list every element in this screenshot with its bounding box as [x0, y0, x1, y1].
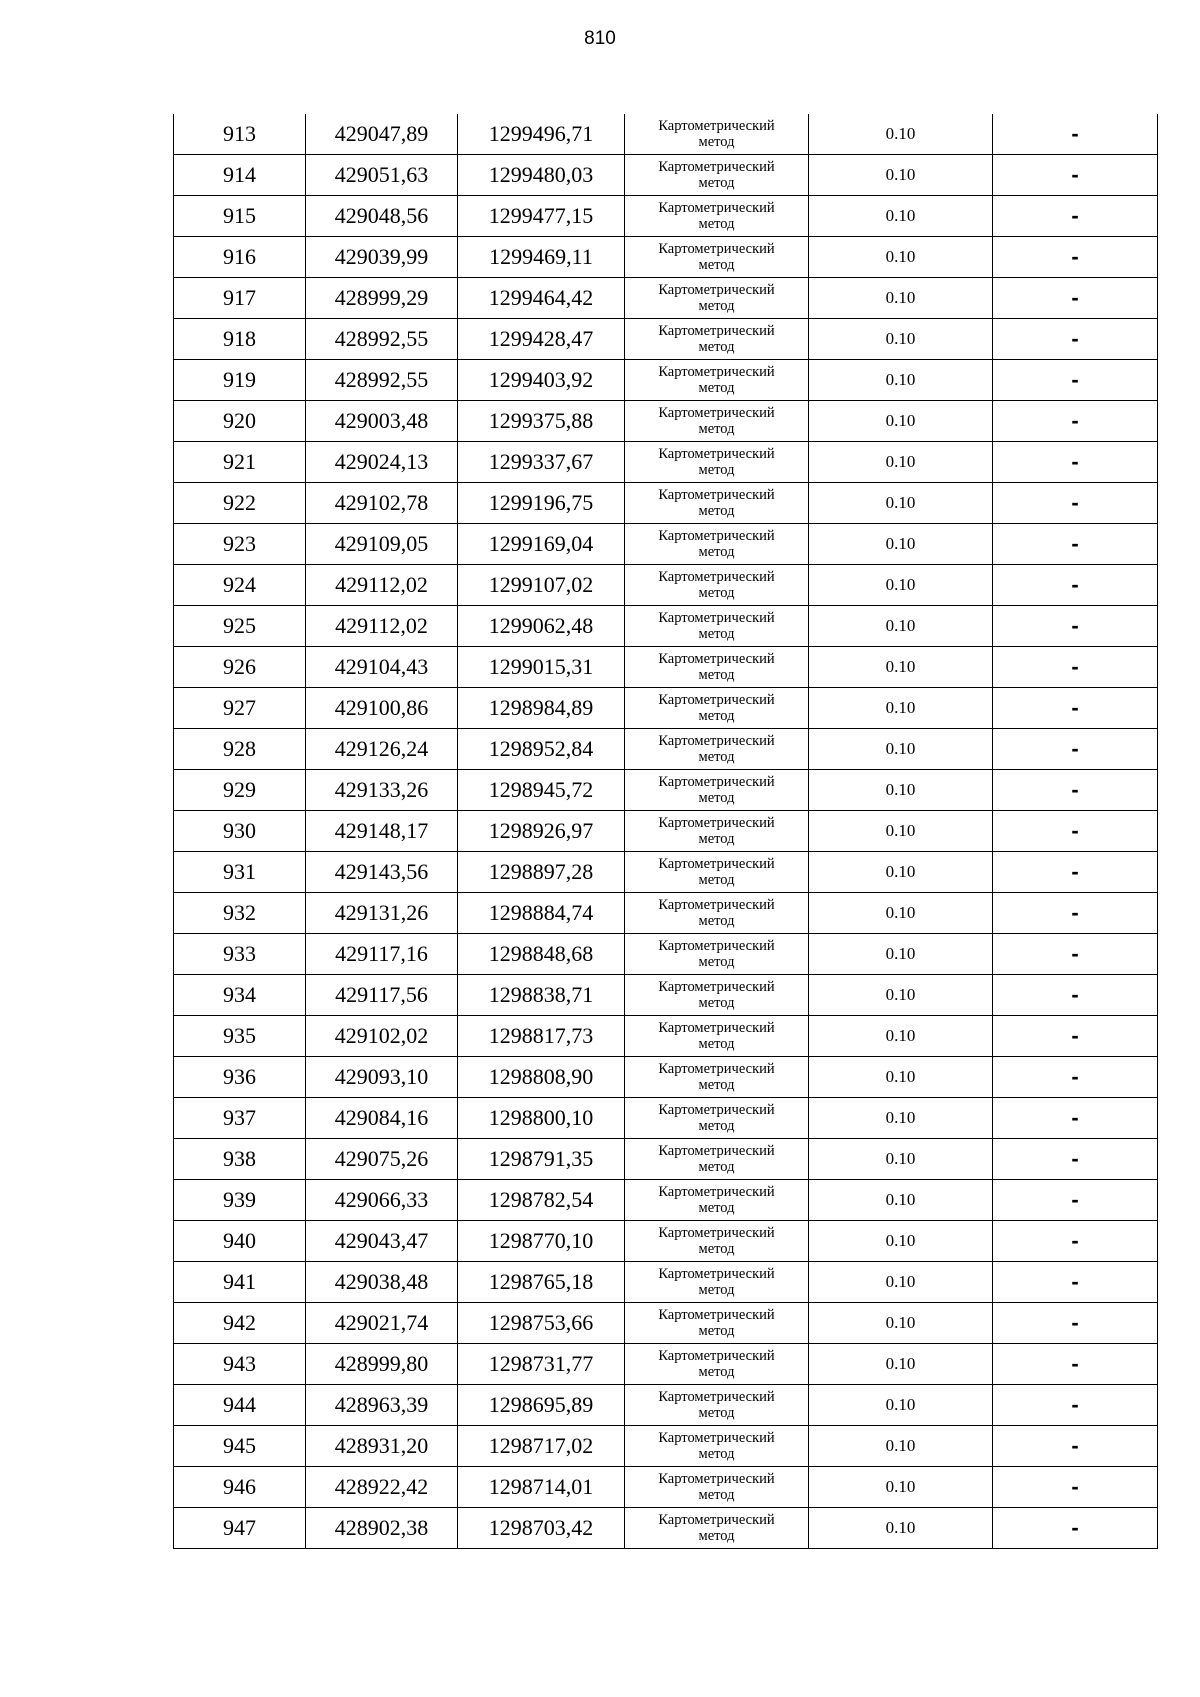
method-cell	[625, 1385, 809, 1426]
x-coordinate-cell: 429084,16	[306, 1098, 458, 1139]
point-number-cell: 925	[174, 606, 306, 647]
method-text: Картометрический метод	[658, 569, 775, 601]
accuracy-cell: 0.10	[809, 770, 993, 811]
table-row	[174, 483, 1158, 524]
method-text: Картометрический метод	[658, 1471, 775, 1503]
accuracy-cell: 0.10	[809, 237, 993, 278]
x-coordinate-cell: 429112,02	[306, 565, 458, 606]
extra-cell: -	[993, 729, 1158, 770]
method-cell	[625, 729, 809, 770]
method-text: Картометрический метод	[658, 1020, 775, 1052]
extra-cell: -	[993, 1180, 1158, 1221]
table-row	[174, 1344, 1158, 1385]
table-row	[174, 934, 1158, 975]
accuracy-cell: 0.10	[809, 1303, 993, 1344]
table-row	[174, 565, 1158, 606]
table-row	[174, 1057, 1158, 1098]
point-number-cell: 930	[174, 811, 306, 852]
method-text: Картометрический метод	[658, 200, 775, 232]
extra-cell: -	[993, 1262, 1158, 1303]
y-coordinate-cell: 1299375,88	[458, 401, 625, 442]
method-cell	[625, 1262, 809, 1303]
extra-cell: -	[993, 1467, 1158, 1508]
extra-cell: -	[993, 1057, 1158, 1098]
y-coordinate-cell: 1299107,02	[458, 565, 625, 606]
extra-cell: -	[993, 483, 1158, 524]
point-number-cell: 915	[174, 196, 306, 237]
method-cell	[625, 1303, 809, 1344]
y-coordinate-cell: 1298808,90	[458, 1057, 625, 1098]
x-coordinate-cell: 429133,26	[306, 770, 458, 811]
x-coordinate-cell: 428931,20	[306, 1426, 458, 1467]
y-coordinate-cell: 1299464,42	[458, 278, 625, 319]
extra-cell: -	[993, 1139, 1158, 1180]
method-text: Картометрический метод	[658, 1143, 775, 1175]
method-text: Картометрический метод	[658, 1102, 775, 1134]
extra-cell: -	[993, 1426, 1158, 1467]
accuracy-cell: 0.10	[809, 401, 993, 442]
y-coordinate-cell: 1299477,15	[458, 196, 625, 237]
extra-cell: -	[993, 852, 1158, 893]
point-number-cell: 942	[174, 1303, 306, 1344]
point-number-cell: 946	[174, 1467, 306, 1508]
accuracy-cell: 0.10	[809, 155, 993, 196]
method-cell	[625, 1221, 809, 1262]
accuracy-cell: 0.10	[809, 1262, 993, 1303]
accuracy-cell: 0.10	[809, 975, 993, 1016]
method-cell	[625, 1344, 809, 1385]
x-coordinate-cell: 429117,56	[306, 975, 458, 1016]
table-row	[174, 524, 1158, 565]
table-row	[174, 1180, 1158, 1221]
table-row	[174, 1139, 1158, 1180]
method-text: Картометрический метод	[658, 1348, 775, 1380]
point-number-cell: 927	[174, 688, 306, 729]
x-coordinate-cell: 428999,80	[306, 1344, 458, 1385]
extra-cell: -	[993, 893, 1158, 934]
method-text: Картометрический метод	[658, 979, 775, 1011]
point-number-cell: 926	[174, 647, 306, 688]
method-cell	[625, 688, 809, 729]
extra-cell: -	[993, 1385, 1158, 1426]
method-text: Картометрический метод	[658, 774, 775, 806]
accuracy-cell: 0.10	[809, 647, 993, 688]
x-coordinate-cell: 429066,33	[306, 1180, 458, 1221]
x-coordinate-cell: 429051,63	[306, 155, 458, 196]
x-coordinate-cell: 429102,02	[306, 1016, 458, 1057]
method-text: Картометрический метод	[658, 159, 775, 191]
y-coordinate-cell: 1298714,01	[458, 1467, 625, 1508]
y-coordinate-cell: 1298984,89	[458, 688, 625, 729]
point-number-cell: 923	[174, 524, 306, 565]
y-coordinate-cell: 1298695,89	[458, 1385, 625, 1426]
x-coordinate-cell: 429109,05	[306, 524, 458, 565]
accuracy-cell: 0.10	[809, 1016, 993, 1057]
method-cell	[625, 401, 809, 442]
table-row	[174, 155, 1158, 196]
point-number-cell: 924	[174, 565, 306, 606]
accuracy-cell: 0.10	[809, 483, 993, 524]
method-cell	[625, 1098, 809, 1139]
x-coordinate-cell: 429093,10	[306, 1057, 458, 1098]
table-row	[174, 1508, 1158, 1549]
point-number-cell: 913	[174, 114, 306, 155]
table-body	[174, 114, 1158, 1549]
x-coordinate-cell: 429003,48	[306, 401, 458, 442]
table-row	[174, 1385, 1158, 1426]
method-cell	[625, 565, 809, 606]
method-cell	[625, 442, 809, 483]
accuracy-cell: 0.10	[809, 688, 993, 729]
extra-cell: -	[993, 1508, 1158, 1549]
method-cell	[625, 893, 809, 934]
method-text: Картометрический метод	[658, 815, 775, 847]
accuracy-cell: 0.10	[809, 1385, 993, 1426]
method-text: Картометрический метод	[658, 897, 775, 929]
table-row	[174, 606, 1158, 647]
accuracy-cell: 0.10	[809, 442, 993, 483]
y-coordinate-cell: 1298926,97	[458, 811, 625, 852]
extra-cell: -	[993, 647, 1158, 688]
x-coordinate-cell: 428963,39	[306, 1385, 458, 1426]
accuracy-cell: 0.10	[809, 852, 993, 893]
table-row	[174, 401, 1158, 442]
x-coordinate-cell: 429143,56	[306, 852, 458, 893]
table-row	[174, 1221, 1158, 1262]
accuracy-cell: 0.10	[809, 565, 993, 606]
extra-cell: -	[993, 1344, 1158, 1385]
point-number-cell: 918	[174, 319, 306, 360]
extra-cell: -	[993, 688, 1158, 729]
y-coordinate-cell: 1298838,71	[458, 975, 625, 1016]
extra-cell: -	[993, 1221, 1158, 1262]
method-cell	[625, 1467, 809, 1508]
y-coordinate-cell: 1298945,72	[458, 770, 625, 811]
accuracy-cell: 0.10	[809, 319, 993, 360]
point-number-cell: 920	[174, 401, 306, 442]
x-coordinate-cell: 429075,26	[306, 1139, 458, 1180]
coordinates-table	[173, 114, 1158, 1549]
accuracy-cell: 0.10	[809, 360, 993, 401]
extra-cell: -	[993, 196, 1158, 237]
y-coordinate-cell: 1299169,04	[458, 524, 625, 565]
method-text: Картометрический метод	[658, 1266, 775, 1298]
table-row	[174, 893, 1158, 934]
extra-cell: -	[993, 975, 1158, 1016]
accuracy-cell: 0.10	[809, 278, 993, 319]
method-cell	[625, 319, 809, 360]
method-text: Картометрический метод	[658, 528, 775, 560]
y-coordinate-cell: 1298791,35	[458, 1139, 625, 1180]
y-coordinate-cell: 1298753,66	[458, 1303, 625, 1344]
table-row	[174, 442, 1158, 483]
method-cell	[625, 811, 809, 852]
method-cell	[625, 934, 809, 975]
table-row	[174, 688, 1158, 729]
method-cell	[625, 852, 809, 893]
x-coordinate-cell: 429048,56	[306, 196, 458, 237]
method-cell	[625, 483, 809, 524]
extra-cell: -	[993, 442, 1158, 483]
method-cell	[625, 975, 809, 1016]
point-number-cell: 914	[174, 155, 306, 196]
method-text: Картометрический метод	[658, 1225, 775, 1257]
y-coordinate-cell: 1299015,31	[458, 647, 625, 688]
extra-cell: -	[993, 1016, 1158, 1057]
point-number-cell: 944	[174, 1385, 306, 1426]
point-number-cell: 940	[174, 1221, 306, 1262]
accuracy-cell: 0.10	[809, 729, 993, 770]
table-row	[174, 1098, 1158, 1139]
table-row	[174, 360, 1158, 401]
point-number-cell: 929	[174, 770, 306, 811]
point-number-cell: 945	[174, 1426, 306, 1467]
y-coordinate-cell: 1298952,84	[458, 729, 625, 770]
y-coordinate-cell: 1298703,42	[458, 1508, 625, 1549]
method-cell	[625, 1016, 809, 1057]
point-number-cell: 939	[174, 1180, 306, 1221]
table-row	[174, 811, 1158, 852]
method-cell	[625, 524, 809, 565]
y-coordinate-cell: 1299196,75	[458, 483, 625, 524]
accuracy-cell: 0.10	[809, 1057, 993, 1098]
method-text: Картометрический метод	[658, 651, 775, 683]
table-row	[174, 319, 1158, 360]
method-cell	[625, 278, 809, 319]
method-cell	[625, 360, 809, 401]
y-coordinate-cell: 1299428,47	[458, 319, 625, 360]
point-number-cell: 934	[174, 975, 306, 1016]
accuracy-cell: 0.10	[809, 893, 993, 934]
point-number-cell: 932	[174, 893, 306, 934]
extra-cell: -	[993, 565, 1158, 606]
method-text: Картометрический метод	[658, 938, 775, 970]
extra-cell: -	[993, 114, 1158, 155]
accuracy-cell: 0.10	[809, 1467, 993, 1508]
x-coordinate-cell: 429117,16	[306, 934, 458, 975]
y-coordinate-cell: 1299480,03	[458, 155, 625, 196]
extra-cell: -	[993, 1098, 1158, 1139]
table-row	[174, 975, 1158, 1016]
method-text: Картометрический метод	[658, 282, 775, 314]
method-text: Картометрический метод	[658, 610, 775, 642]
x-coordinate-cell: 429024,13	[306, 442, 458, 483]
point-number-cell: 936	[174, 1057, 306, 1098]
table-row	[174, 1016, 1158, 1057]
y-coordinate-cell: 1298770,10	[458, 1221, 625, 1262]
method-text: Картометрический метод	[658, 1184, 775, 1216]
x-coordinate-cell: 428992,55	[306, 360, 458, 401]
page-number: 810	[584, 28, 616, 49]
table-row	[174, 1303, 1158, 1344]
x-coordinate-cell: 429038,48	[306, 1262, 458, 1303]
y-coordinate-cell: 1299337,67	[458, 442, 625, 483]
method-text: Картометрический метод	[658, 405, 775, 437]
x-coordinate-cell: 429047,89	[306, 114, 458, 155]
method-text: Картометрический метод	[658, 1512, 775, 1544]
extra-cell: -	[993, 770, 1158, 811]
x-coordinate-cell: 429102,78	[306, 483, 458, 524]
x-coordinate-cell: 428999,29	[306, 278, 458, 319]
accuracy-cell: 0.10	[809, 1180, 993, 1221]
y-coordinate-cell: 1298800,10	[458, 1098, 625, 1139]
y-coordinate-cell: 1298765,18	[458, 1262, 625, 1303]
extra-cell: -	[993, 237, 1158, 278]
y-coordinate-cell: 1298782,54	[458, 1180, 625, 1221]
method-text: Картометрический метод	[658, 446, 775, 478]
x-coordinate-cell: 429126,24	[306, 729, 458, 770]
extra-cell: -	[993, 360, 1158, 401]
extra-cell: -	[993, 1303, 1158, 1344]
y-coordinate-cell: 1299496,71	[458, 114, 625, 155]
method-cell	[625, 237, 809, 278]
extra-cell: -	[993, 606, 1158, 647]
table-row	[174, 852, 1158, 893]
method-text: Картометрический метод	[658, 364, 775, 396]
method-cell	[625, 1426, 809, 1467]
point-number-cell: 935	[174, 1016, 306, 1057]
method-cell	[625, 155, 809, 196]
accuracy-cell: 0.10	[809, 1426, 993, 1467]
accuracy-cell: 0.10	[809, 934, 993, 975]
y-coordinate-cell: 1298884,74	[458, 893, 625, 934]
point-number-cell: 921	[174, 442, 306, 483]
table-row	[174, 1262, 1158, 1303]
x-coordinate-cell: 429039,99	[306, 237, 458, 278]
point-number-cell: 916	[174, 237, 306, 278]
x-coordinate-cell: 429043,47	[306, 1221, 458, 1262]
point-number-cell: 919	[174, 360, 306, 401]
method-text: Картометрический метод	[658, 733, 775, 765]
method-cell	[625, 606, 809, 647]
extra-cell: -	[993, 811, 1158, 852]
y-coordinate-cell: 1298731,77	[458, 1344, 625, 1385]
method-cell	[625, 1139, 809, 1180]
method-text: Картометрический метод	[658, 323, 775, 355]
extra-cell: -	[993, 401, 1158, 442]
table-row	[174, 729, 1158, 770]
method-text: Картометрический метод	[658, 1389, 775, 1421]
accuracy-cell: 0.10	[809, 524, 993, 565]
accuracy-cell: 0.10	[809, 606, 993, 647]
accuracy-cell: 0.10	[809, 114, 993, 155]
method-text: Картометрический метод	[658, 1430, 775, 1462]
point-number-cell: 943	[174, 1344, 306, 1385]
method-cell	[625, 647, 809, 688]
x-coordinate-cell: 429148,17	[306, 811, 458, 852]
point-number-cell: 928	[174, 729, 306, 770]
point-number-cell: 931	[174, 852, 306, 893]
y-coordinate-cell: 1298848,68	[458, 934, 625, 975]
x-coordinate-cell: 429131,26	[306, 893, 458, 934]
point-number-cell: 917	[174, 278, 306, 319]
x-coordinate-cell: 429100,86	[306, 688, 458, 729]
table-row	[174, 278, 1158, 319]
extra-cell: -	[993, 524, 1158, 565]
method-text: Картометрический метод	[658, 692, 775, 724]
x-coordinate-cell: 428922,42	[306, 1467, 458, 1508]
method-text: Картометрический метод	[658, 487, 775, 519]
method-cell	[625, 196, 809, 237]
y-coordinate-cell: 1299469,11	[458, 237, 625, 278]
table-row	[174, 1426, 1158, 1467]
y-coordinate-cell: 1298897,28	[458, 852, 625, 893]
accuracy-cell: 0.10	[809, 196, 993, 237]
method-cell	[625, 1180, 809, 1221]
extra-cell: -	[993, 934, 1158, 975]
y-coordinate-cell: 1298817,73	[458, 1016, 625, 1057]
accuracy-cell: 0.10	[809, 1508, 993, 1549]
method-cell	[625, 114, 809, 155]
method-text: Картометрический метод	[658, 118, 775, 150]
table-row	[174, 647, 1158, 688]
method-text: Картометрический метод	[658, 1307, 775, 1339]
point-number-cell: 938	[174, 1139, 306, 1180]
y-coordinate-cell: 1299403,92	[458, 360, 625, 401]
x-coordinate-cell: 428902,38	[306, 1508, 458, 1549]
accuracy-cell: 0.10	[809, 1139, 993, 1180]
point-number-cell: 937	[174, 1098, 306, 1139]
point-number-cell: 947	[174, 1508, 306, 1549]
table-row	[174, 237, 1158, 278]
y-coordinate-cell: 1298717,02	[458, 1426, 625, 1467]
extra-cell: -	[993, 278, 1158, 319]
accuracy-cell: 0.10	[809, 1098, 993, 1139]
accuracy-cell: 0.10	[809, 1221, 993, 1262]
extra-cell: -	[993, 155, 1158, 196]
method-text: Картометрический метод	[658, 241, 775, 273]
accuracy-cell: 0.10	[809, 1344, 993, 1385]
table-row	[174, 196, 1158, 237]
point-number-cell: 941	[174, 1262, 306, 1303]
method-cell	[625, 1508, 809, 1549]
method-cell	[625, 1057, 809, 1098]
accuracy-cell: 0.10	[809, 811, 993, 852]
x-coordinate-cell: 429021,74	[306, 1303, 458, 1344]
method-text: Картометрический метод	[658, 1061, 775, 1093]
table-row	[174, 770, 1158, 811]
table-row	[174, 114, 1158, 155]
y-coordinate-cell: 1299062,48	[458, 606, 625, 647]
extra-cell: -	[993, 319, 1158, 360]
x-coordinate-cell: 428992,55	[306, 319, 458, 360]
table-row	[174, 1467, 1158, 1508]
method-text: Картометрический метод	[658, 856, 775, 888]
point-number-cell: 922	[174, 483, 306, 524]
x-coordinate-cell: 429104,43	[306, 647, 458, 688]
x-coordinate-cell: 429112,02	[306, 606, 458, 647]
point-number-cell: 933	[174, 934, 306, 975]
method-cell	[625, 770, 809, 811]
